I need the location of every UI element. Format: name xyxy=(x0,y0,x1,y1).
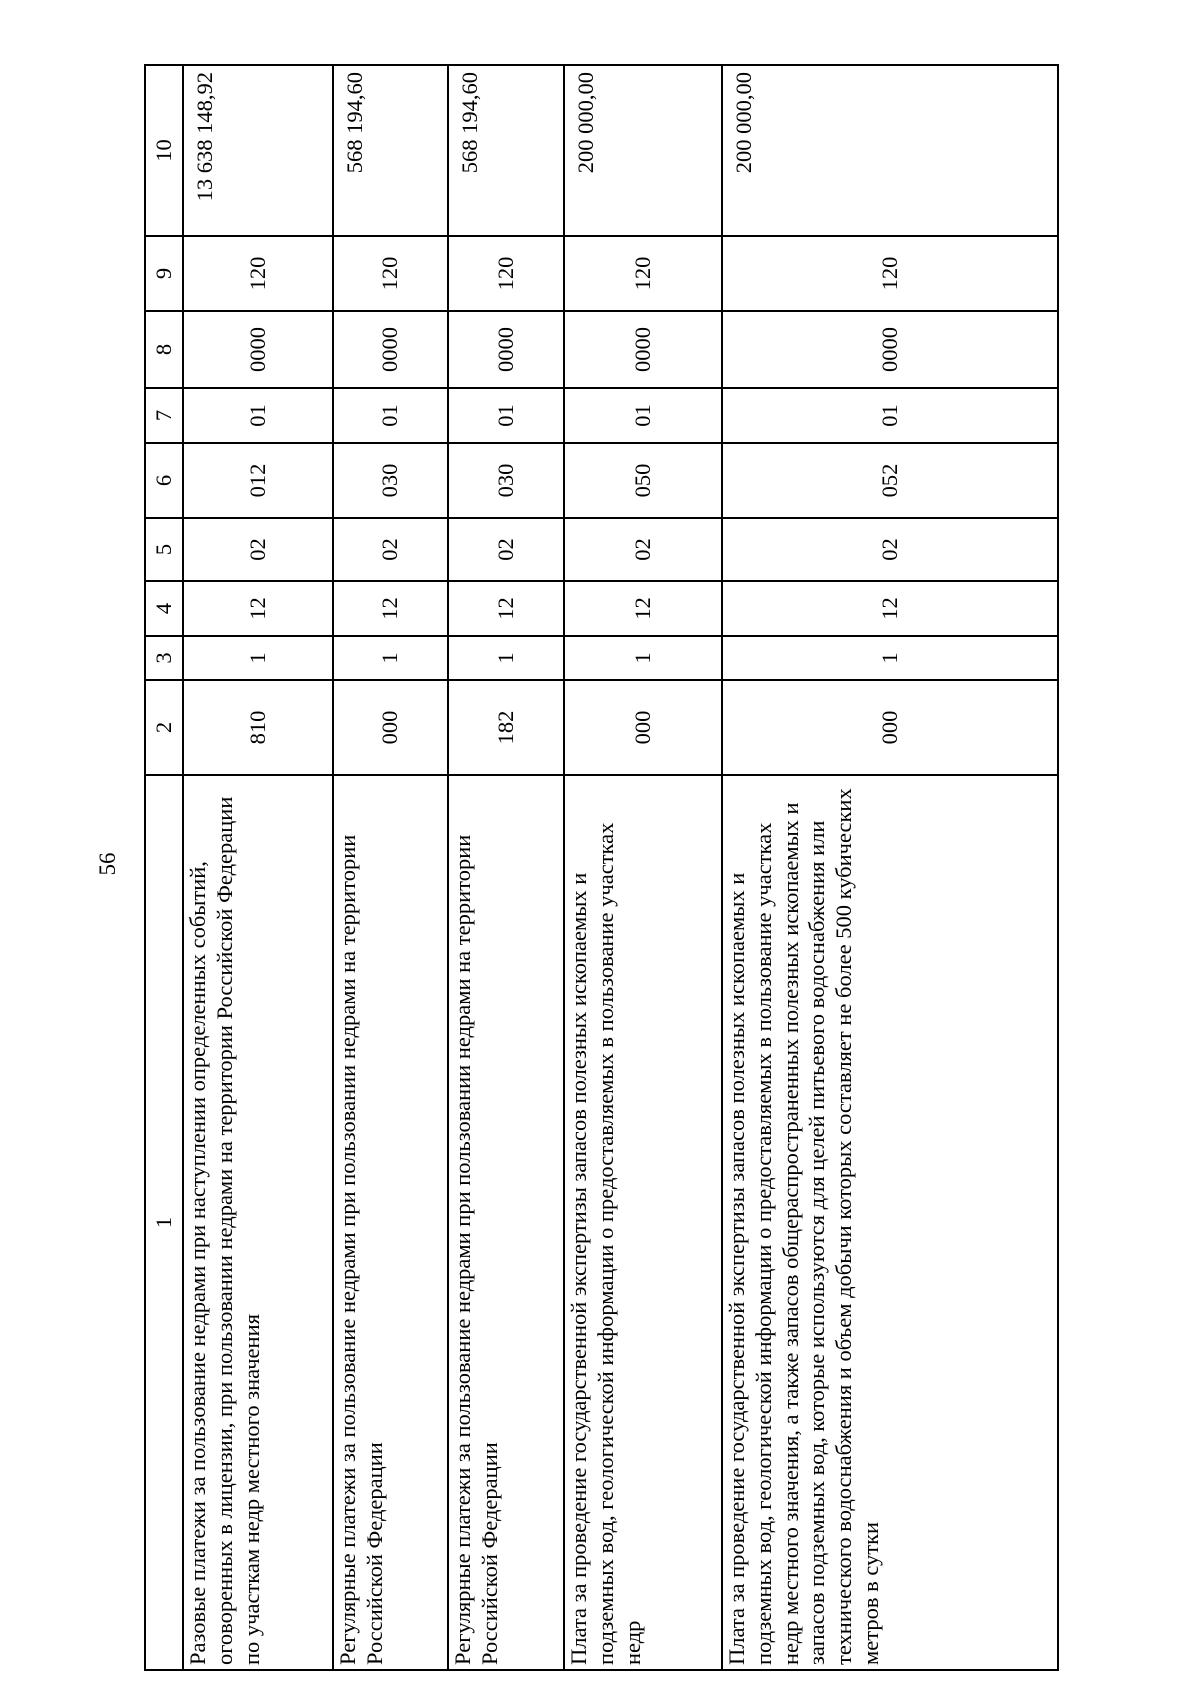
col-header-3: 3 xyxy=(145,636,183,680)
code-economic: 120 xyxy=(722,236,1058,311)
code-admin: 810 xyxy=(183,680,333,775)
code-subarticle: 012 xyxy=(183,443,333,518)
col-header-10: 10 xyxy=(145,65,183,236)
revenue-name: Плата за проведение государственной экспертизы запасов полезных ископаемых и подземных вод, геологической информации о предоставляемых в пользование участках недр местного значения, а также запасов общераспространенных полезных ископаемых и запасов подземных вод, которые используются для целей питьевого водоснабжения или технического водоснабжения и объем добычи которых составляет не более 500 кубических метров в сутки xyxy=(722,775,1058,1670)
code-economic: 120 xyxy=(183,236,333,311)
code-subgroup: 12 xyxy=(448,581,564,636)
amount: 200 000,00 xyxy=(564,65,722,236)
col-header-1: 1 xyxy=(145,775,183,1670)
code-element: 01 xyxy=(183,388,333,443)
code-admin: 182 xyxy=(448,680,564,775)
code-subarticle: 050 xyxy=(564,443,722,518)
budget-revenue-table xyxy=(144,64,1059,1671)
code-element: 01 xyxy=(448,388,564,443)
revenue-name: Регулярные платежи за пользование недрами при пользовании недрами на территории Российской Федерации xyxy=(333,775,448,1670)
col-header-6: 6 xyxy=(145,443,183,518)
code-program: 0000 xyxy=(448,311,564,388)
code-subarticle: 052 xyxy=(722,443,1058,518)
amount: 568 194,60 xyxy=(448,65,564,236)
page-number: 56 xyxy=(95,852,120,876)
col-header-9: 9 xyxy=(145,236,183,311)
code-admin: 000 xyxy=(333,680,448,775)
code-element: 01 xyxy=(564,388,722,443)
col-header-2: 2 xyxy=(145,680,183,775)
code-group: 1 xyxy=(564,636,722,680)
table-row xyxy=(333,65,448,1670)
revenue-name: Плата за проведение государственной экспертизы запасов полезных ископаемых и подземных вод, геологической информации о предоставляемых в пользование участках недр xyxy=(564,775,722,1670)
code-group: 1 xyxy=(333,636,448,680)
revenue-name: Разовые платежи за пользование недрами при наступлении определенных событий, оговоренных в лицензии, при пользовании недрами на территории Российской Федерации по участкам недр местного значения xyxy=(183,775,333,1670)
code-element: 01 xyxy=(722,388,1058,443)
code-economic: 120 xyxy=(448,236,564,311)
rotated-table-wrapper xyxy=(144,66,1058,1671)
code-program: 0000 xyxy=(333,311,448,388)
code-article: 02 xyxy=(722,518,1058,581)
table-row xyxy=(722,65,1058,1670)
col-header-7: 7 xyxy=(145,388,183,443)
code-group: 1 xyxy=(448,636,564,680)
code-group: 1 xyxy=(183,636,333,680)
code-article: 02 xyxy=(333,518,448,581)
code-admin: 000 xyxy=(722,680,1058,775)
table-row xyxy=(183,65,333,1670)
revenue-name: Регулярные платежи за пользование недрами при пользовании недрами на территории Российской Федерации xyxy=(448,775,564,1670)
code-article: 02 xyxy=(448,518,564,581)
code-subgroup: 12 xyxy=(183,581,333,636)
code-subarticle: 030 xyxy=(448,443,564,518)
code-subgroup: 12 xyxy=(564,581,722,636)
code-economic: 120 xyxy=(564,236,722,311)
code-program: 0000 xyxy=(564,311,722,388)
code-program: 0000 xyxy=(183,311,333,388)
code-element: 01 xyxy=(333,388,448,443)
code-program: 0000 xyxy=(722,311,1058,388)
col-header-4: 4 xyxy=(145,581,183,636)
col-header-8: 8 xyxy=(145,311,183,388)
amount: 200 000,00 xyxy=(722,65,1058,236)
code-admin: 000 xyxy=(564,680,722,775)
table-row xyxy=(448,65,564,1670)
code-subgroup: 12 xyxy=(722,581,1058,636)
amount: 13 638 148,92 xyxy=(183,65,333,236)
table-row xyxy=(564,65,722,1670)
col-header-5: 5 xyxy=(145,518,183,581)
code-article: 02 xyxy=(183,518,333,581)
code-subarticle: 030 xyxy=(333,443,448,518)
amount: 568 194,60 xyxy=(333,65,448,236)
code-group: 1 xyxy=(722,636,1058,680)
code-economic: 120 xyxy=(333,236,448,311)
code-article: 02 xyxy=(564,518,722,581)
code-subgroup: 12 xyxy=(333,581,448,636)
header-row xyxy=(145,65,183,1670)
